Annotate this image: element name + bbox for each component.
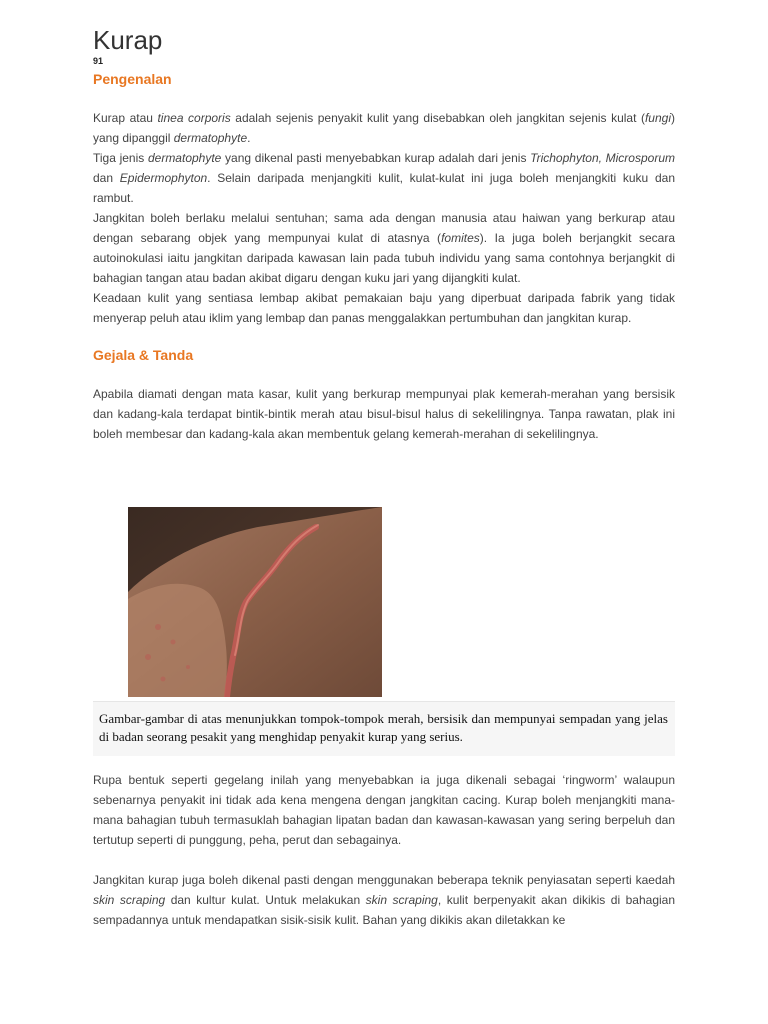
- document-page: [93, 24, 675, 444]
- paragraph-intro-2: Tiga jenis dermatophyte yang dikenal pasti menyebabkan kurap adalah dari jenis Trichophyton, Microsporum dan Epidermophyton. Selain daripada menjangkiti kulit, kulat-kulat ini juga boleh menjangkiti kuku dan rambut.: [93, 151, 675, 205]
- paragraph-intro-4: Keadaan kulit yang sentiasa lembap akibat pemakaian baju yang diperbuat daripada fabrik yang tidak menyerap peluh atau iklim yang lembap dan panas menggalakkan pertumbuhan dan jangkitan kurap.: [93, 291, 675, 325]
- page-number: 91: [93, 56, 104, 66]
- paragraph-symptoms-3: Jangkitan kurap juga boleh dikenal pasti dengan menggunakan beberapa teknik penyiasatan seperti kaedah skin scraping dan kultur kulat. Untuk melakukan skin scraping, kulit berpenyakit akan dikikis di bahagian sempadannya untuk mendapatkan sisik-sisik kulit. Bahan yang dikikis akan diletakkan ke: [93, 873, 676, 927]
- section-heading-gejala: Gejala & Tanda: [93, 347, 194, 363]
- document-page-continued: [93, 770, 675, 930]
- paragraph-symptoms-2: Rupa bentuk seperti gegelang inilah yang menyebabkan ia juga dikenali sebagai ‘ringworm’ walaupun sebenarnya penyakit ini tidak ada kena mengena dengan jangkitan cacing. Kurap boleh menjangkiti mana-mana bahagian tubuh termasuklah bahagian lipatan badan dan kawasan-kawasan yang sering berpeluh dan tertutup seperti di punggung, peha, perut dan sebagainya.: [93, 773, 675, 847]
- paragraph-symptoms-1: Apabila diamati dengan mata kasar, kulit yang berkurap mempunyai plak kemerah-merahan yang bersisik dan kadang-kala terdapat bintik-bintik merah atau bisul-bisul halus di sekelilingnya. Tanpa rawatan, plak ini boleh membesar dan kadang-kala akan membentuk gelang kemerah-merahan di sekelilingnya.: [93, 387, 675, 441]
- paragraph-intro-1: Kurap atau tinea corporis adalah sejenis penyakit kulit yang disebabkan oleh jangkitan sejenis kulat (fungi) yang dipanggil dermatophyte.: [93, 111, 675, 145]
- figure-caption: Gambar-gambar di atas menunjukkan tompok-tompok merah, bersisik dan mempunyai sempadan yang jelas di badan seorang pesakit yang menghidap penyakit kurap yang serius.: [99, 711, 668, 744]
- ringworm-photo: [128, 507, 382, 697]
- paragraph-intro-3: Jangkitan boleh berlaku melalui sentuhan; sama ada dengan manusia atau haiwan yang berkurap atau dengan sebarang objek yang mempunyai kulat di atasnya (fomites). Ia juga boleh berjangkit secara autoinokulasi iaitu jangkitan daripada kawasan lain pada tubuh individu yang sama contohnya berjangkit di bahagian tangan atau badan akibat digaru dengan kuku jari yang dijangkiti kulat.: [93, 211, 676, 285]
- figure-caption-box: [93, 701, 675, 756]
- page-title: Kurap: [93, 25, 163, 55]
- section-heading-pengenalan: Pengenalan: [93, 71, 172, 87]
